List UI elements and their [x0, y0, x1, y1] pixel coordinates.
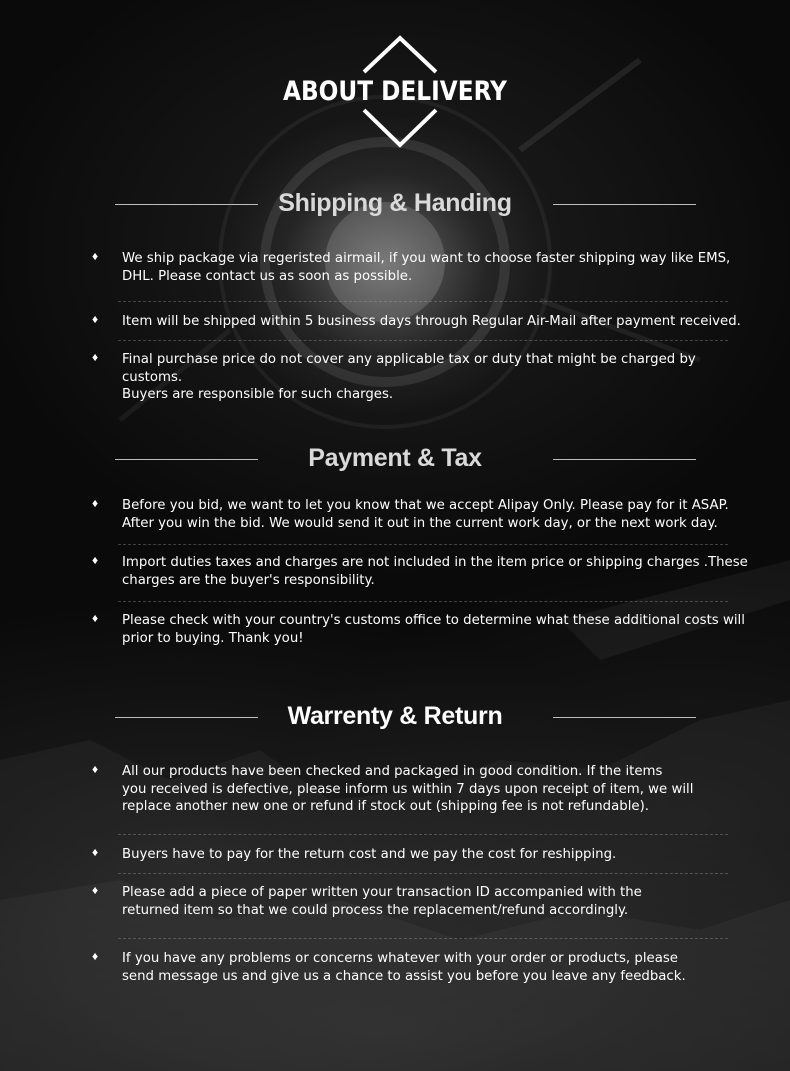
dashed-divider — [118, 301, 728, 302]
list-item-text: Import duties taxes and charges are not included in the item price or shipping charges .These charges are the buyer's responsibility. — [122, 555, 748, 588]
list-item-text: Buyers have to pay for the return cost and we pay the cost for reshipping. — [122, 847, 617, 862]
list-item-text: All our products have been checked and packaged in good condition. If the items you received is defective, please inform us within 7 days upon receipt of item, we will replace another new one or refund if stock out (shipping fee is not refundable). — [122, 764, 694, 814]
bullet-icon: ♦ — [92, 553, 99, 567]
list-item-text: Please add a piece of paper written your transaction ID accompanied with the returned item so that we could process the replacement/refund accordingly. — [122, 885, 642, 918]
bullet-icon: ♦ — [92, 249, 99, 263]
section-title: Payment & Tax — [308, 444, 482, 472]
bullet-icon: ♦ — [92, 949, 99, 963]
divider-line — [553, 204, 696, 205]
bullet-icon: ♦ — [92, 883, 99, 897]
dashed-divider — [118, 938, 728, 939]
bullet-icon: ♦ — [92, 762, 99, 776]
dashed-divider — [118, 873, 728, 874]
section-heading-warranty — [0, 697, 790, 737]
dashed-divider — [118, 544, 728, 545]
page-header — [0, 0, 790, 160]
list-item-text: We ship package via regeristed airmail, if you want to choose faster shipping way like EMS, DHL. Please contact us as soon as possible. — [122, 251, 731, 284]
bullet-icon: ♦ — [92, 611, 99, 625]
bullet-icon: ♦ — [92, 845, 99, 859]
dashed-divider — [118, 601, 728, 602]
list-item-text: Before you bid, we want to let you know that we accept Alipay Only. Please pay for it ASAP. After you win the bid. We would send it out in the current work day, or the next work day. — [122, 498, 729, 531]
bullet-icon: ♦ — [92, 496, 99, 510]
list-item-text: Please check with your country's customs office to determine what these additional costs will prior to buying. Thank you! — [122, 613, 745, 646]
dashed-divider — [118, 340, 728, 341]
section-heading-payment — [0, 439, 790, 479]
divider-line — [553, 459, 696, 460]
list-item-text: Final purchase price do not cover any applicable tax or duty that might be charged by customs. Buyers are responsible for such charges. — [122, 352, 696, 402]
dashed-divider — [118, 834, 728, 835]
bullet-icon: ♦ — [92, 312, 99, 326]
page-title: ABOUT DELIVERY — [282, 76, 508, 107]
list-item-text: Item will be shipped within 5 business days through Regular Air-Mail after payment received. — [122, 314, 741, 329]
bullet-icon: ♦ — [92, 350, 99, 364]
section-title: Warrenty & Return — [287, 702, 503, 730]
divider-line — [553, 717, 696, 718]
section-title: Shipping & Handing — [278, 189, 512, 217]
section-heading-shipping — [0, 184, 790, 224]
list-item-text: If you have any problems or concerns whatever with your order or products, please send message us and give us a chance to assist you before you leave any feedback. — [122, 951, 686, 984]
